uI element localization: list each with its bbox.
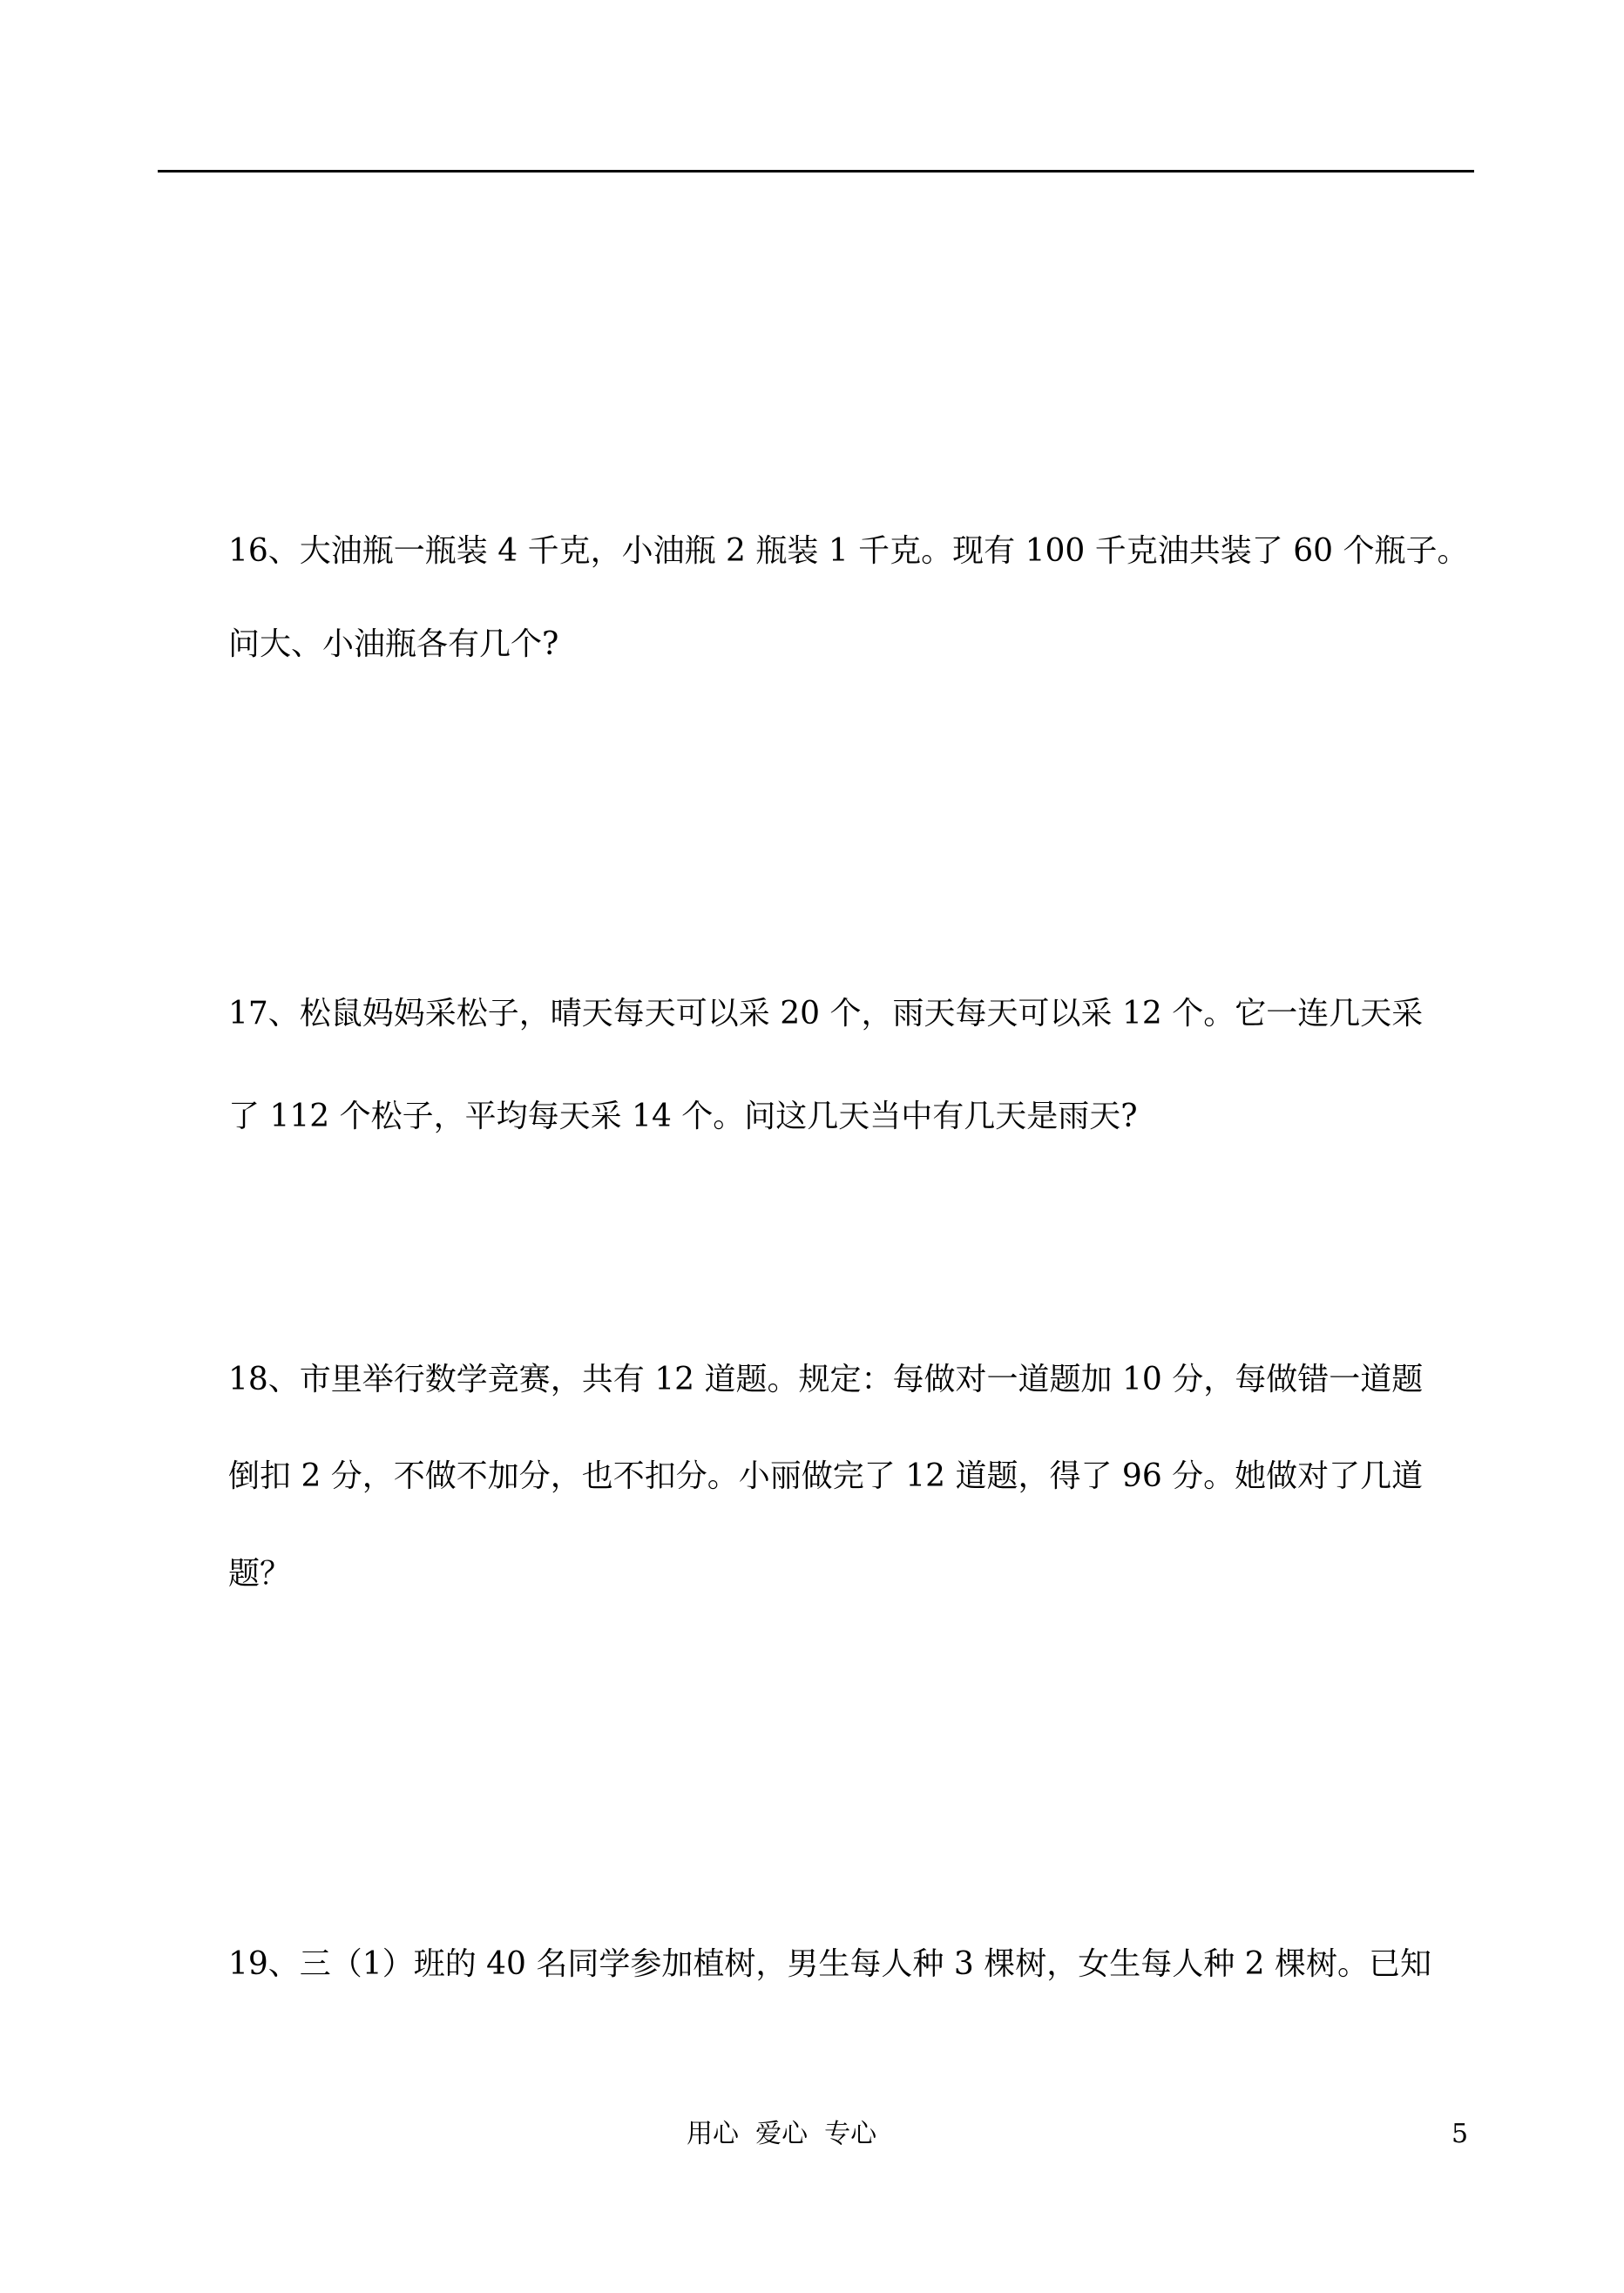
problem-line: 16、大油瓶一瓶装 4 千克，小油瓶 2 瓶装 1 千克。现有 100 千克油共装了 60 个瓶子。 xyxy=(228,533,1469,569)
problem-line: 18、市里举行数学竞赛，共有 12 道题。规定：每做对一道题加 10 分，每做错一道题 xyxy=(228,1362,1424,1397)
problem-line: 倒扣 2 分，不做不加分，也不扣分。小丽做完了 12 道题，得了 96 分。她做对了几道 xyxy=(228,1458,1424,1494)
problem-line: 17、松鼠妈妈采松子，晴天每天可以采 20 个，雨天每天可以采 12 个。它一连几天采 xyxy=(228,996,1424,1032)
problem-line: 题？ xyxy=(228,1556,292,1592)
footer-motto: 用心 爱心 专心 xyxy=(687,2119,877,2149)
problem-line: 问大、小油瓶各有几个? xyxy=(228,626,559,662)
problem-line: 19、三（1）班的 40 名同学参加植树，男生每人种 3 棵树，女生每人种 2 棵树。已知 xyxy=(228,1946,1431,1982)
page-number: 5 xyxy=(1451,2119,1469,2149)
header-rule xyxy=(158,170,1474,172)
problem-line: 了 112 个松子，平均每天采 14 个。问这几天当中有几天是雨天? xyxy=(228,1099,1138,1134)
